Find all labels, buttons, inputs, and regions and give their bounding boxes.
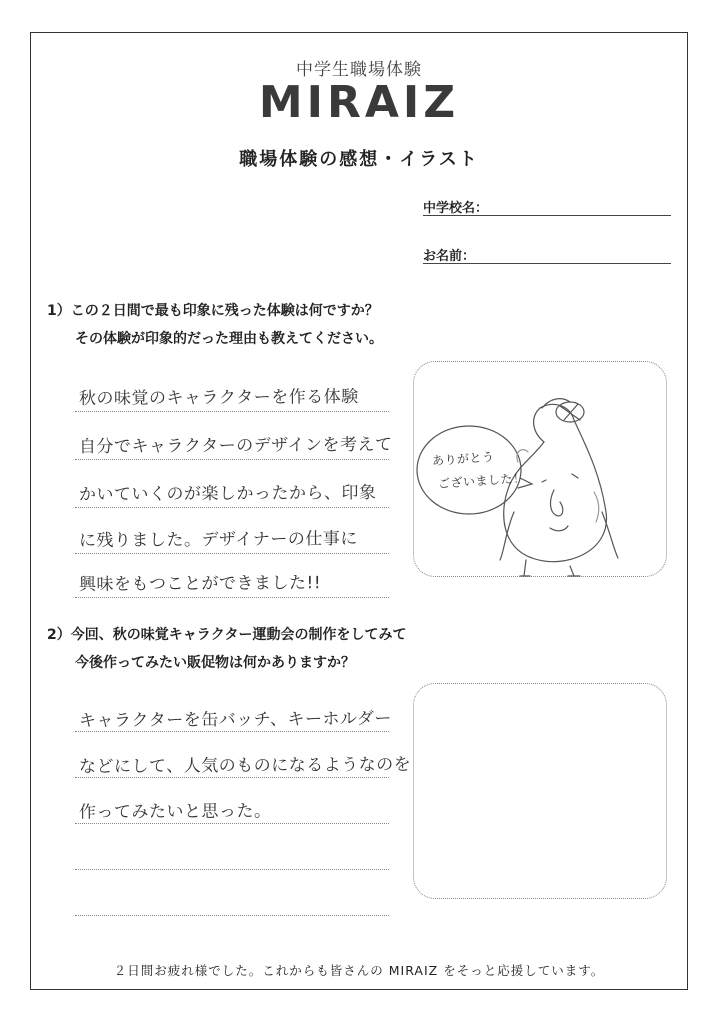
question-2-line-2: 今後作ってみたい販促物は何かありますか？: [75, 655, 355, 671]
brand-logo-text: MIRAIZ: [258, 77, 460, 128]
name-label: お名前：: [423, 249, 476, 264]
footer-message: ２日間お疲れ様でした。これからも皆さんの MIRAIZ をそっと応援しています。: [113, 963, 605, 978]
answer-line: [75, 411, 389, 412]
answer-1-text-2: 自分でキャラクターのデザインを考えて: [78, 434, 393, 458]
illustration-box-1[interactable]: [413, 361, 667, 577]
sheet-title: 職場体験の感想・イラスト: [239, 149, 479, 170]
illustration-box-2[interactable]: [413, 683, 667, 899]
question-1-line-2: その体験が印象的だった理由も教えてください。: [75, 331, 383, 347]
answer-line: [75, 459, 389, 460]
pear-character-illustration: [414, 362, 668, 578]
question-2-line-1: 2）今回、秋の味覚キャラクター運動会の制作をしてみて: [47, 627, 407, 643]
answer-1-text-3: かいていくのが楽しかったから、印象: [78, 482, 377, 506]
school-name-field[interactable]: [423, 215, 671, 216]
answer-line: [75, 869, 389, 870]
answer-2-text-1: キャラクターを缶バッチ、キーホルダー: [78, 708, 392, 732]
name-field[interactable]: [423, 263, 671, 264]
answer-line: [75, 597, 389, 598]
answer-line: [75, 553, 389, 554]
speech-bubble-text-2: ございました！: [437, 470, 526, 492]
program-subtitle: 中学生職場体験: [296, 60, 422, 80]
answer-1-text-1: 秋の味覚のキャラクターを作る体験: [78, 387, 359, 409]
answer-line: [75, 823, 389, 824]
answer-2-text-3: 作ってみたいと思った。: [78, 801, 272, 823]
answer-line: [75, 777, 389, 778]
answer-1-text-4: に残りました。デザイナーの仕事に: [78, 529, 358, 551]
answer-line: [75, 915, 389, 916]
answer-2-text-2: などにして、人気のものになるようなのを: [78, 754, 412, 778]
answer-1-text-5: 興味をもつことができました!!: [78, 573, 322, 595]
survey-sheet: [30, 32, 688, 990]
answer-line: [75, 507, 389, 508]
speech-bubble-text-1: ありがとう: [431, 449, 495, 469]
answer-line: [75, 731, 389, 732]
question-1-line-1: 1）この２日間で最も印象に残った体験は何ですか？: [47, 303, 379, 319]
school-name-label: 中学校名：: [423, 201, 489, 216]
